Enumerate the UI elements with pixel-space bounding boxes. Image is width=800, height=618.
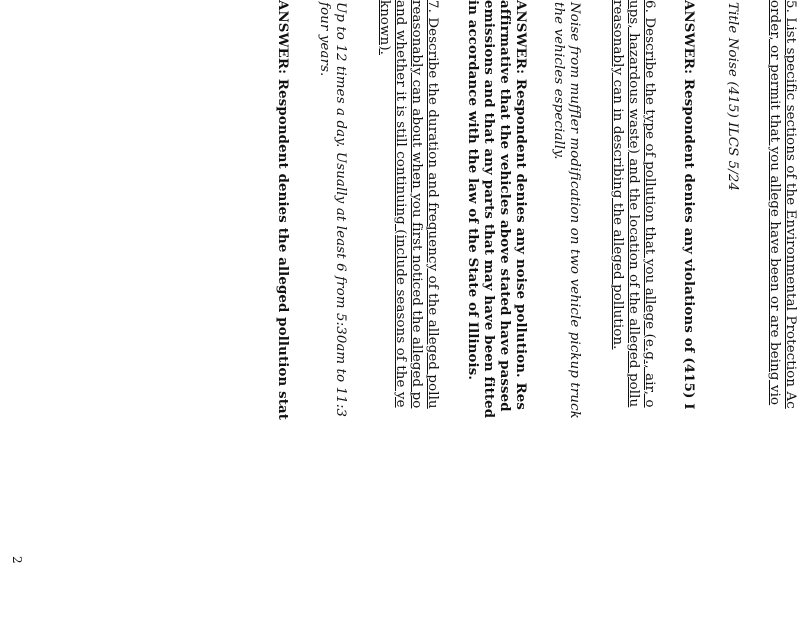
question-5-line-2: order, or permit that you allege have been or are being vio — [767, 0, 782, 406]
question-7-line-4: known). — [377, 0, 392, 56]
question-7-line-3: and whether it is still continuing (include seasons of the ye — [393, 0, 408, 408]
answer-5-citation: Title Noise (415) ILCS 5/24 — [725, 2, 740, 192]
answer-7-response: ANSWER: Respondent denies the alleged pollution stat — [275, 0, 290, 421]
question-6-line-1: 6. Describe the type of pollution that you allege (e.g., air, o — [642, 0, 657, 408]
question-6-line-3: reasonably can in describing the alleged pollution. — [610, 0, 625, 350]
answer-6-response-line-2: affirmative that the vehicles above stated have passed — [497, 0, 512, 412]
answer-6-text-line-2: the vehicles especially. — [551, 2, 566, 160]
page-number: 2 — [10, 556, 24, 564]
answer-7-text-line-2: four years. — [317, 2, 332, 77]
answer-6-response-line-3: emissions and that any parts that may have been fitted — [481, 0, 496, 419]
question-5-line-1: 5. List specific sections of the Environmental Protection Ac — [783, 0, 798, 409]
answer-6-response-line-4: in accordance with the law of the State of Illinois. — [465, 0, 480, 381]
question-7-line-2: reasonably can about when you first noticed the alleged po — [409, 0, 424, 409]
answer-7-text-line-1: Up to 12 times a day. Usually at least 6 from 5:30am to 11:3 — [333, 2, 348, 418]
question-6-line-2: ups, hazardous waste) and the location of the alleged pollu — [626, 0, 641, 408]
answer-6-response-line-1: ANSWER: Respondent denies any noise pollution. Res — [513, 0, 528, 411]
question-7-line-1: 7. Describe the duration and frequency of the alleged pollu — [425, 0, 440, 409]
answer-5-response: ANSWER: Respondent denies any violations of (415) I — [681, 0, 696, 410]
answer-6-text-line-1: Noise from muffler modification on two vehicle pickup truck — [567, 2, 582, 419]
